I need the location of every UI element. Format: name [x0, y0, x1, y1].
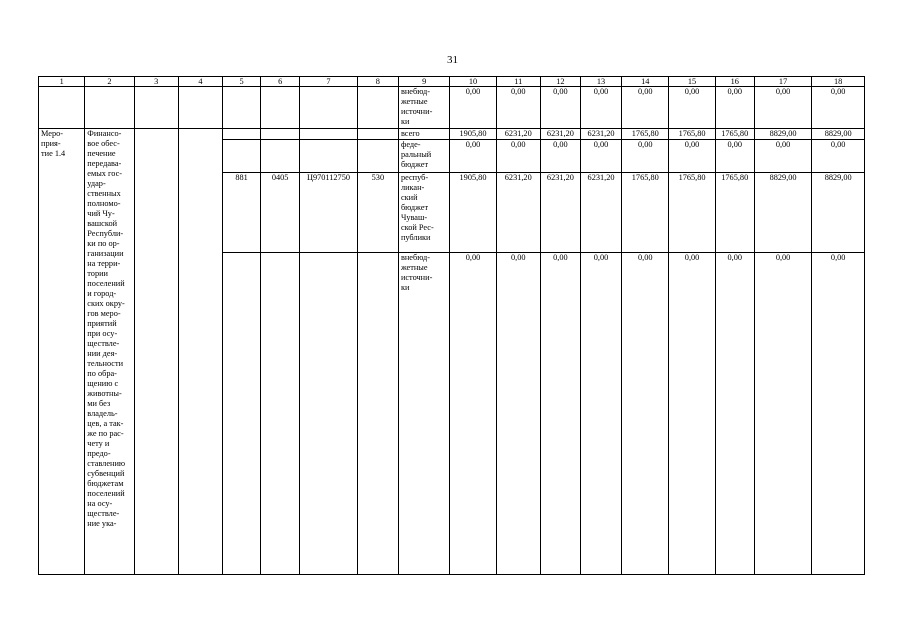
table-cell	[261, 87, 300, 129]
value-cell: 1905,80	[450, 173, 496, 253]
measure-row-total	[39, 129, 865, 140]
table-cell: Ц970112750	[300, 173, 358, 253]
header-cell: 6	[261, 77, 300, 87]
value-cell: 0,00	[496, 87, 540, 129]
table-cell	[223, 129, 261, 140]
table-cell	[300, 253, 358, 575]
funding-source-cell: всего	[398, 129, 449, 140]
table-cell	[39, 87, 85, 129]
header-cell: 14	[622, 77, 669, 87]
header-cell: 5	[223, 77, 261, 87]
table-cell	[261, 140, 300, 173]
header-cell: 10	[450, 77, 496, 87]
value-cell: 0,00	[496, 140, 540, 173]
table-cell	[223, 140, 261, 173]
funding-source-cell: внебюд- жетные источни- ки	[398, 253, 449, 575]
value-cell: 0,00	[580, 253, 621, 575]
table-cell	[261, 253, 300, 575]
header-cell: 12	[540, 77, 580, 87]
header-row	[39, 77, 865, 87]
value-cell: 8829,00	[754, 173, 812, 253]
value-cell: 0,00	[496, 253, 540, 575]
table-cell	[261, 129, 300, 140]
header-cell: 11	[496, 77, 540, 87]
table-cell	[134, 129, 178, 575]
value-cell: 1765,80	[715, 173, 754, 253]
value-cell: 6231,20	[496, 129, 540, 140]
value-cell: 0,00	[450, 140, 496, 173]
table-cell: 530	[357, 173, 398, 253]
carry-over-row	[39, 87, 865, 129]
value-cell: 0,00	[580, 87, 621, 129]
value-cell: 0,00	[812, 140, 865, 173]
header-cell: 7	[300, 77, 358, 87]
header-cell: 17	[754, 77, 812, 87]
value-cell: 1765,80	[669, 173, 715, 253]
table-cell	[300, 129, 358, 140]
value-cell: 1905,80	[450, 129, 496, 140]
funding-source-cell: внебюд- жетные источни- ки	[398, 87, 449, 129]
table-cell	[178, 87, 222, 129]
table-cell	[85, 87, 134, 129]
value-cell: 0,00	[540, 253, 580, 575]
value-cell: 0,00	[812, 87, 865, 129]
value-cell: 0,00	[450, 87, 496, 129]
table-cell	[357, 140, 398, 173]
value-cell: 0,00	[540, 140, 580, 173]
value-cell: 6231,20	[580, 173, 621, 253]
value-cell: 8829,00	[812, 129, 865, 140]
measure-code-cell: Меро- прия- тие 1.4	[39, 129, 85, 575]
header-cell: 16	[715, 77, 754, 87]
header-cell: 8	[357, 77, 398, 87]
measure-title-cell: Финансо- вое обес- печение передава- емых гос- удар- ственных полномо- чий Чу- вашской Республи- ки по ор- ганизации на терри- тории поселений и город- ских окру- гов меро- приятий при осу- ществле- нии дея- тельности по обра- щению с животны- ми без владель- цев, а так- же по рас- чету и предо- ставлению субвенций бюджетам поселений на осу- ществле- ние ука-	[85, 129, 134, 575]
value-cell: 0,00	[715, 140, 754, 173]
value-cell: 6231,20	[540, 129, 580, 140]
header-cell: 2	[85, 77, 134, 87]
funding-source-cell: респуб- ликан- ский бюджет Чуваш- ской Рес- публики	[398, 173, 449, 253]
funding-source-cell: феде- ральный бюджет	[398, 140, 449, 173]
value-cell: 1765,80	[669, 129, 715, 140]
value-cell: 0,00	[754, 253, 812, 575]
header-cell: 15	[669, 77, 715, 87]
value-cell: 0,00	[450, 253, 496, 575]
table-cell	[178, 129, 222, 575]
value-cell: 0,00	[754, 87, 812, 129]
table-cell	[134, 87, 178, 129]
value-cell: 0,00	[669, 140, 715, 173]
value-cell: 0,00	[715, 253, 754, 575]
value-cell: 0,00	[754, 140, 812, 173]
value-cell: 1765,80	[622, 173, 669, 253]
value-cell: 0,00	[622, 140, 669, 173]
table-cell	[357, 253, 398, 575]
budget-table	[38, 76, 865, 575]
value-cell: 1765,80	[715, 129, 754, 140]
value-cell: 0,00	[715, 87, 754, 129]
value-cell: 0,00	[622, 87, 669, 129]
value-cell: 0,00	[622, 253, 669, 575]
table-cell	[223, 87, 261, 129]
header-cell: 18	[812, 77, 865, 87]
header-cell: 3	[134, 77, 178, 87]
header-cell: 1	[39, 77, 85, 87]
header-cell: 9	[398, 77, 449, 87]
table-cell: 0405	[261, 173, 300, 253]
table-cell	[300, 87, 358, 129]
value-cell: 8829,00	[754, 129, 812, 140]
value-cell: 0,00	[812, 253, 865, 575]
value-cell: 1765,80	[622, 129, 669, 140]
table-cell: 881	[223, 173, 261, 253]
value-cell: 6231,20	[540, 173, 580, 253]
value-cell: 0,00	[669, 253, 715, 575]
header-cell: 13	[580, 77, 621, 87]
page-number: 31	[447, 54, 458, 66]
value-cell: 0,00	[540, 87, 580, 129]
value-cell: 0,00	[580, 140, 621, 173]
table-cell	[357, 87, 398, 129]
table-cell	[357, 129, 398, 140]
value-cell: 0,00	[669, 87, 715, 129]
header-cell: 4	[178, 77, 222, 87]
value-cell: 6231,20	[496, 173, 540, 253]
value-cell: 6231,20	[580, 129, 621, 140]
table-cell	[300, 140, 358, 173]
value-cell: 8829,00	[812, 173, 865, 253]
table-cell	[223, 253, 261, 575]
